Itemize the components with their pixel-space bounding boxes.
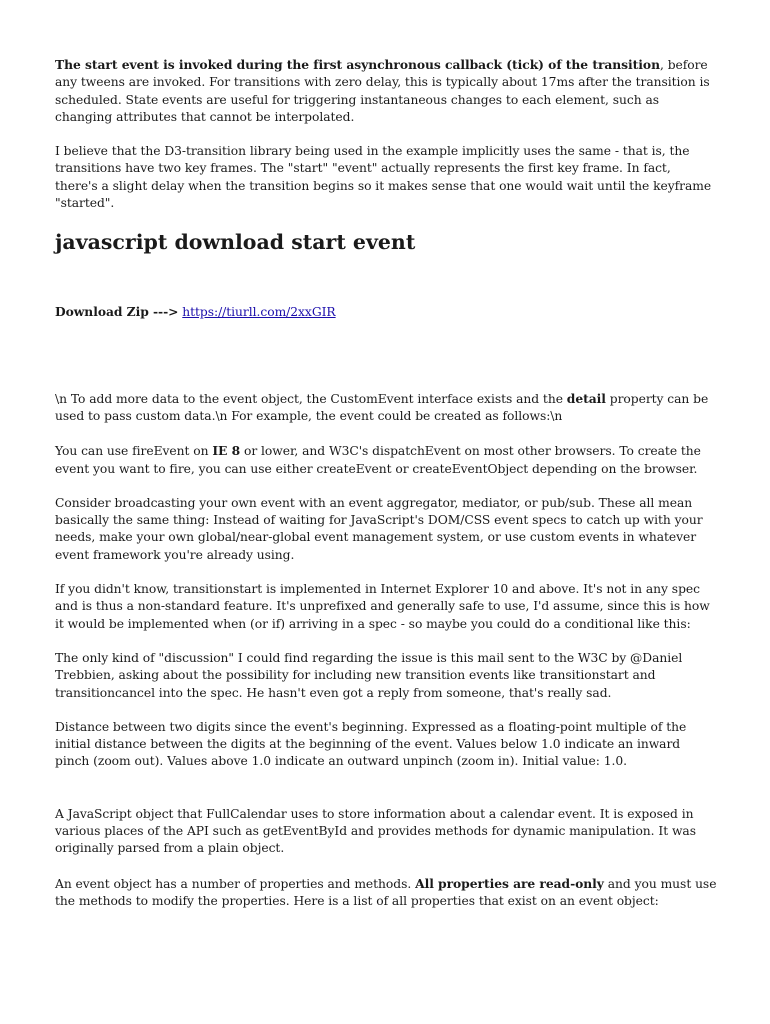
paragraph-custom-event: [55, 390, 717, 426]
download-link[interactable]: https://tiurll.com/2xxGIR: [182, 305, 336, 320]
paragraph-fullcalendar: A JavaScript object that FullCalendar uses to store information about a calendar event. It is exposed in various places of the API such as getEventById and provides methods for dynamic manipulation. It was originally parsed from a plain object.: [55, 806, 696, 856]
paragraph-text: An event object has a number of properties and methods.: [55, 876, 416, 891]
paragraph-text: \n To add more data to the event object, the CustomEvent interface exists and the: [55, 391, 567, 406]
paragraph-d3-transition: I believe that the D3-transition library being used in the example implicitly uses the same - that is, the transitions have two key frames. The "start" "event" actually represents the first key frame. In fact, there's a slight delay when the transition begins so it makes sense that one would wait until the keyframe "started".: [55, 144, 712, 211]
paragraph-text: , before any tweens are invoked. For transitions with zero delay, this is typically about 17ms after the transition is scheduled. State events are useful for triggering instantaneous changes to each element, such as changing attributes that cannot be interpolated.: [55, 58, 710, 124]
page-title: javascript download start event: [55, 230, 416, 255]
paragraph-discussion: The only kind of "discussion" I could find regarding the issue is this mail sent to the W3C by @Daniel Trebbien, asking about the possibility for including new transition events like transitionstart and transitioncancel into the spec. He hasn't even got a reply from someone, that's really sad.: [55, 650, 683, 700]
paragraph-event-object: [55, 875, 717, 911]
paragraph-pinch-distance: Distance between two digits since the event's beginning. Expressed as a floating-point multiple of the initial distance between the digits at the beginning of the event. Values below 1.0 indicate an inward pinch (zoom out). Values above 1.0 indicate an outward unpinch (zoom in). Initial value: 1.0.: [55, 719, 687, 769]
paragraph-fire-event: [55, 442, 717, 478]
download-line: [55, 303, 717, 321]
paragraph-text: and you must use the methods to modify the properties. Here is a list of all properties that exist on an event object:: [55, 876, 717, 908]
paragraph-text: You can use fireEvent on: [55, 444, 213, 459]
bold-lead: The start event is invoked during the first asynchronous callback (tick) of the transition: [55, 57, 660, 72]
paragraph-text: property can be used to pass custom data.\n For example, the event could be created as follows:\n: [55, 391, 709, 423]
paragraph-text: or lower, and W3C's dispatchEvent on most other browsers. To create the event you want to fire, you can use either createEvent or createEventObject depending on the browser.: [55, 444, 701, 476]
document-body: [55, 56, 717, 927]
paragraph-transitionstart: If you didn't know, transitionstart is implemented in Internet Explorer 10 and above. It's not in any spec and is thus a non-standard feature. It's unprefixed and generally safe to use, I'd assume, since this is how it would be implemented when (or if) arriving in a spec - so maybe you could do a conditional like this:: [55, 582, 710, 631]
bold-detail: detail: [566, 390, 606, 406]
paragraph-start-event: [55, 56, 717, 126]
download-label: Download Zip --->: [55, 304, 179, 320]
bold-read-only: All properties are read-only: [415, 875, 604, 891]
paragraph-broadcasting: Consider broadcasting your own event with an event aggregator, mediator, or pub/sub. These all mean basically the same thing: Instead of waiting for JavaScript's DOM/CSS event specs to catch up with your needs, make your own global/near-global event management system, or use custom events in whatever event framework you're already using.: [55, 495, 703, 562]
bold-ie8: IE 8: [212, 443, 241, 459]
